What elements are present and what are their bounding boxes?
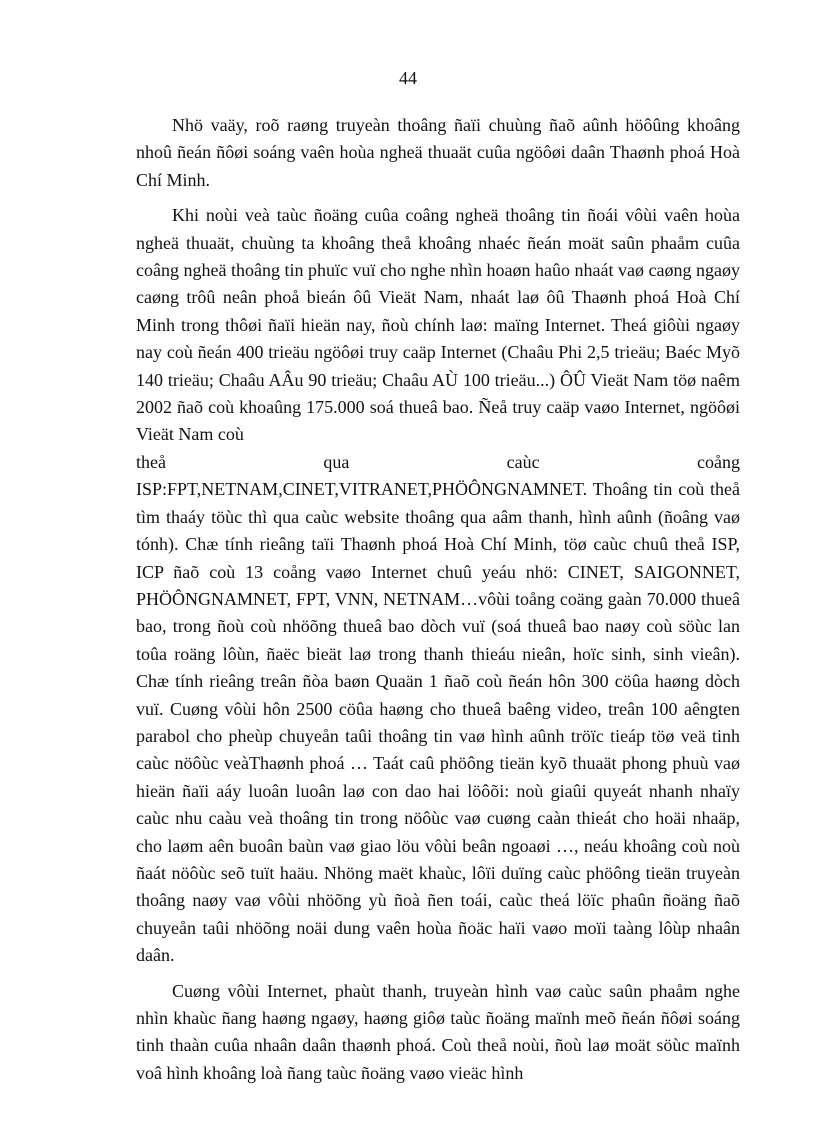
spread-line [136,449,740,476]
paragraph-2-continued: ISP:FPT,NETNAM,CINET,VITRANET,PHÖÔNGNAMNET. Thoâng tin coù theå tìm thaáy töùc thì qua caùc website thoâng qua aâm thanh, hình aûnh (ñoâng vaø tónh). Chæ tính rieâng taïi Thaønh phoá Hoà Chí Minh, töø caùc chuû theå ISP, ICP ñaõ coù 13 coång vaøo Internet chuû yeáu nhö: CINET, SAIGONNET, PHÖÔNGNAMNET, FPT, VNN, NETNAM…vôùi toång coäng gaàn 70.000 thueâ bao, trong ñoù coù nhöõng thueâ bao dòch vuï (soá thueâ bao naøy coù söùc lan toûa roäng lôùn, ñaëc bieät laø trong thanh thieáu nieân, hoïc sinh, sinh vieân). Chæ tính rieâng treân ñòa baøn Quaän 1 ñaõ coù ñeán hôn 300 cöûa haøng dòch vuï. Cuøng vôùi hôn 2500 cöûa haøng cho thueâ baêng video, treân 100 aêngten parabol cho pheùp chuyeån taûi thoâng tin vaø hình aûnh tröïc tieáp töø veä tinh caùc nöôùc veàThaønh phoá … Taát caû phöông tieän kyõ thuaät phong phuù vaø hieän ñaïi aáy luoân luoân laø con dao hai löôõi: noù giaûi quyeát nhanh nhaïy caùc nhu caàu veà thoâng tin trong nöôùc vaø cuøng caàn thieát cho hoäi nhaäp, cho laøm aên buoân baùn vaø giao löu vôùi beân ngoaøi …, neáu khoâng coù noù ñaát nöôùc seõ tuït haäu. Nhöng maët khaùc, lôïi duïng caùc phöông tieän truyeàn thoâng naøy vaø vôùi nhöõng yù ñoà ñen toái, caùc theá löïc phaûn ñoäng ñaõ chuyeån taûi nhöõng noäi dung vaên hoùa ñoäc haïi vaøo moïi taàng lôùp nhaân daân. [136,479,740,966]
paragraph-3: Cuøng vôùi Internet, phaùt thanh, truyeàn hình vaø caùc saûn phaåm nghe nhìn khaùc ñang haøng ngaøy, haøng giôø taùc ñoäng maïnh meõ ñeán ñôøi soáng tinh thaàn cuûa nhaân daân thaønh phoá. Coù theå noùi, ñoù laø moät söùc maïnh voâ hình khoâng loà ñang taùc ñoäng vaøo vieäc hình [136,980,740,1083]
spread-word: caùc [506,451,540,472]
spread-word: qua [323,451,350,472]
paragraph-1: Nhö vaäy, roõ raøng truyeàn thoâng ñaïi chuùng ñaõ aûnh höôûng khoâng nhoû ñeán ñôøi soáng vaên hoùa ngheä thuaät cuûa ngöôøi daân Thaønh phoá Hoà Chí Minh. [136,115,740,190]
paragraph-2: Khi noùi veà taùc ñoäng cuûa coâng ngheä thoâng tin ñoái vôùi vaên hoùa ngheä thuaät, chuùng ta khoâng theå khoâng nhaéc ñeán moät saûn phaåm cuûa coâng ngheä thoâng tin phuïc vuï cho nghe nhìn hoaøn haûo nhaát vaø caøng ngaøy caøng trôû neân phoå bieán ôû Vieät Nam, nhaát laø ôû Thaønh phoá Hoà Chí Minh trong thôøi ñaïi hieän nay, ñoù chính laø: maïng Internet. Theá giôùi ngaøy nay coù ñeán 400 trieäu ngöôøi truy caäp Internet (Chaâu Phi 2,5 trieäu; Baéc Myõ 140 trieäu; Chaâu AÂu 90 trieäu; Chaâu AÙ 100 trieäu...) ÔÛ Vieät Nam töø naêm 2002 ñaõ coù khoaûng 175.000 soá thueâ bao. Ñeå truy caäp vaøo Internet, ngöôøi Vieät Nam coù [136,205,740,445]
body-text [136,112,740,1095]
spread-word: coång [696,451,740,472]
page-number: 44 [399,68,417,88]
spread-word: theå [136,451,166,472]
